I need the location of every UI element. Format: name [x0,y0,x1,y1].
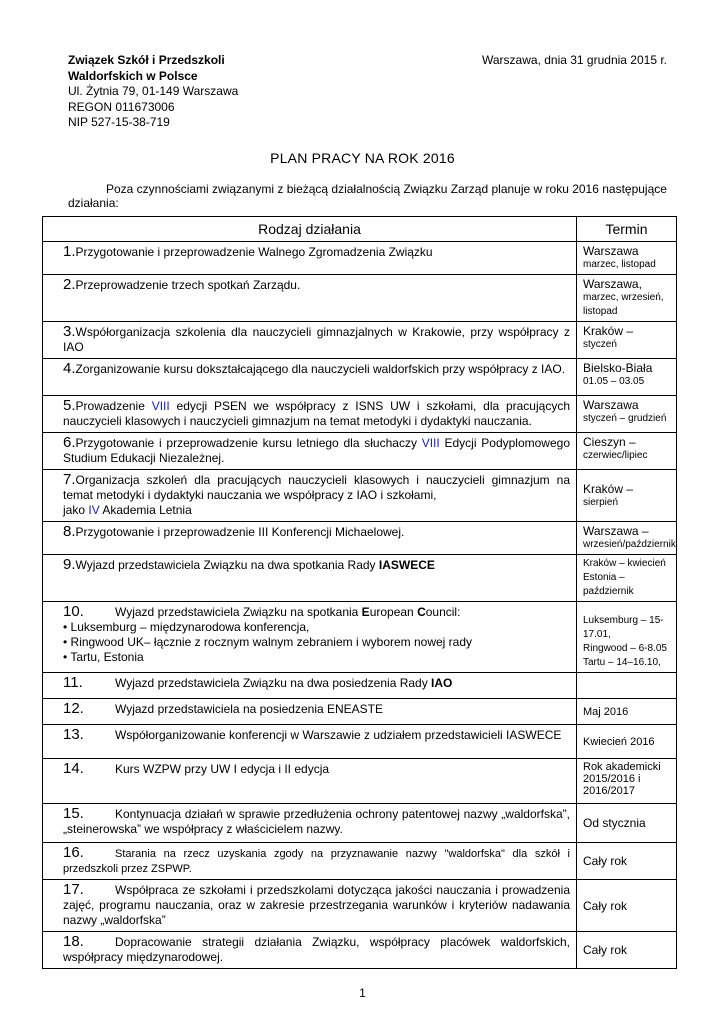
row-number: 10. [63,603,84,620]
term-date: listopad [583,306,618,317]
term-place: Bielsko-Biała [583,361,653,375]
table-row [43,932,677,969]
table-row [43,699,677,725]
activity-cell [43,555,577,602]
table-row [43,602,677,673]
activity-text: Współorganizowanie konferencji w Warszawie z udziałem przedstawicieli IASWECE [115,728,562,742]
row-number: 5. [63,397,76,414]
activity-cell [43,880,577,932]
activity-cell [43,725,577,759]
council-acronym: IASWECE [378,558,435,572]
edition-numeral: VIII [421,436,440,450]
table-header-row [43,217,677,242]
council-acronym: IAO [431,676,453,690]
term-cell [577,699,677,725]
term-date: marzec, listopad [583,259,656,270]
term-cell [577,322,677,359]
table-row [43,804,677,843]
term-place: Kraków – [583,481,634,496]
org-name-line2: Waldorfskich w Polsce [68,68,198,83]
activity-cell [43,275,577,322]
term-cell [577,843,677,880]
term-cell [577,396,677,433]
table-row [43,359,677,396]
term-date: Kwiecień 2016 [583,735,655,748]
org-nip: NIP 527-15-38-719 [68,115,170,129]
edition-numeral: VIII [151,399,170,413]
row-number: 3. [63,323,76,340]
term-date: Tartu – 14–16.10, [583,657,661,668]
row-number: 4. [63,360,76,377]
activity-text: Kurs WZPW przy UW I edycja i II edycja [115,762,330,776]
activity-text: Wyjazd przedstawiciela Związku na spotkania [115,605,362,619]
row-number: 16. [63,844,84,861]
activity-cell [43,932,577,969]
activity-text: Starania na rzecz uzyskania zgody na przyznawanie nazwy "waldorfska" dla szkół i przedszkoli przez ZSPWP. [63,848,570,875]
term-cell [577,555,677,602]
activity-cell [43,699,577,725]
term-date: Kraków – kwiecień [583,558,666,569]
row-number: 1. [63,243,76,260]
activity-cell [43,470,577,522]
activity-text: Wyjazd przedstawiciela Związku na dwa posiedzenia Rady [115,676,432,690]
term-date: Cały rok [583,854,628,868]
term-date: marzec, wrzesień, [583,292,664,303]
work-plan-table [42,216,677,969]
term-date: Luksemburg – 15-17.01, [583,615,664,640]
row-number: 18. [63,933,84,950]
table-row [43,880,677,932]
list-item: • Luksemburg – międzynarodowa konferencja, [63,620,310,634]
activity-text: uropean [369,605,418,619]
term-cell [577,522,677,555]
term-date: styczeń [583,339,617,350]
table-row [43,843,677,880]
activity-text: ouncil: [425,605,461,619]
activity-text: Organizacja szkoleń dla pracujących nauczycieli klasowych i nauczycieli gimnazjum na temat metodyki i dydaktyki nauczania we współpracy z IAO i szkołami, [63,473,570,502]
org-address: Ul. Żytnia 79, 01-149 Warszawa [68,84,239,98]
term-place: Cieszyn – [583,435,636,449]
term-cell [577,880,677,932]
row-number: 8. [63,523,76,540]
table-row [43,673,677,699]
term-date: Cały rok [583,943,628,957]
term-date: Estonia – październik [583,572,634,597]
term-cell [577,804,677,843]
activity-text: Przygotowanie i przeprowadzenie Walnego Zgromadzenia Związku [75,245,433,259]
org-regon: REGON 011673006 [68,99,175,114]
activity-text: Edycji Podyplomowego Studium Edukacji Niezależnej. [63,436,570,465]
activity-text: jako [63,503,89,517]
term-cell [577,470,677,522]
activity-text: Akademia Letnia [99,503,192,517]
row-number: 13. [63,726,84,743]
term-place: Warszawa – [583,524,649,538]
highlight-letter: E [361,605,370,619]
table-row [43,396,677,433]
activity-text: Kontynuacja działań w sprawie przedłużenia ochrony patentowej nazwy „waldorfska”, „steinerowska” we współpracy z właścicielem nazwy. [63,807,570,836]
table-row [43,725,677,759]
activity-text: Prowadzenie [75,399,152,413]
term-cell [577,673,677,699]
activity-cell [43,396,577,433]
activity-cell [43,522,577,555]
term-place: Warszawa [583,398,639,412]
intro-paragraph [68,182,668,210]
row-number: 11. [63,674,83,691]
activity-text: Zorganizowanie kursu dokształcającego dla nauczycieli waldorfskich przy współpracy z IAO. [75,362,566,376]
table-row [43,470,677,522]
page-title: PLAN PRACY NA ROK 2016 [270,150,455,166]
table-row [43,759,677,804]
activity-text: Przeprowadzenie trzech spotkań Zarządu. [75,278,301,292]
activity-cell [43,433,577,470]
table-row [43,242,677,275]
row-number: 17. [63,881,84,898]
term-date: Rok akademicki [583,761,661,773]
term-date: Od stycznia [583,816,646,830]
term-date: styczeń – grudzień [583,413,667,424]
activity-text: Wyjazd przedstawiciela Związku na dwa spotkania Rady [75,558,379,572]
term-date: Maj 2016 [583,705,629,718]
row-number: 9. [63,556,76,573]
activity-cell [43,359,577,396]
page-number: 1 [359,986,366,1000]
term-cell [577,932,677,969]
term-date: Ringwood – 6-8.05 [583,643,667,654]
activity-text: Przygotowanie i przeprowadzenie III Konferencji Michaelowej. [75,525,405,539]
row-number: 6. [63,434,76,451]
document-date: Warszawa, dnia 31 grudnia 2015 r. [482,53,667,67]
activity-cell [43,322,577,359]
activity-cell [43,759,577,804]
term-date: sierpień [583,496,619,508]
list-item: • Tartu, Estonia [63,650,144,664]
term-cell [577,275,677,322]
table-row [43,275,677,322]
row-number: 7. [63,471,76,488]
activity-text: Przygotowanie i przeprowadzenie kursu letniego dla słuchaczy [75,436,422,450]
edition-numeral: IV [88,503,100,517]
row-number: 12. [63,700,84,717]
activity-cell [43,843,577,880]
activity-text: edycji PSEN we współpracy z ISNS UW i szkołami, dla pracujących nauczycieli klasowych i nauczycieli gimnazjum na temat metodyki i dydaktyki nauczania. [63,399,570,428]
table-row [43,555,677,602]
term-date: czerwiec/lipiec [583,450,648,461]
term-date: Cały rok [583,898,628,913]
activity-cell [43,673,577,699]
activity-text: Współorganizacja szkolenia dla nauczycieli gimnazjalnych w Krakowie, przy współpracy z IAO [63,325,570,354]
term-cell [577,725,677,759]
term-date: 2016/2017 [583,785,635,797]
term-date: 2015/2016 i [583,773,641,785]
term-place: Warszawa, [583,277,642,291]
row-number: 15. [63,805,84,822]
row-number: 14. [63,760,84,777]
term-date: 01.05 – 03.05 [583,376,645,387]
org-name-line1: Związek Szkół i Przedszkoli [68,53,225,67]
term-place: Kraków – [583,324,634,338]
term-place: Warszawa [583,244,639,258]
list-item: • Ringwood UK– łącznie z rocznym walnym zebraniem i wyborem nowej rady [63,635,473,649]
activity-text: Współpraca ze szkołami i przedszkolami dotycząca jakości nauczania i prowadzenia zajęć, programu nauczania, oraz w zakresie przestrzegania warunków i kryteriów nadawania nazwy „waldorfska” [63,883,570,927]
activity-cell [43,602,577,673]
highlight-letter: C [417,605,426,619]
term-cell [577,433,677,470]
row-number: 2. [63,276,76,293]
term-cell [577,602,677,673]
term-cell [577,242,677,275]
term-cell [577,359,677,396]
header-term: Termin [577,217,677,242]
header-activity: Rodzaj działania [43,217,577,242]
organization-header [68,53,238,131]
term-date: wrzesień/październik [583,539,676,550]
activity-text: Wyjazd przedstawiciela na posiedzenia ENEASTE [115,702,384,716]
activity-cell [43,242,577,275]
term-cell [577,759,677,804]
table-row [43,433,677,470]
activity-text: Dopracowanie strategii działania Związku, współpracy placówek waldorfskich, współpracy międzynarodowej. [63,935,570,964]
table-row [43,322,677,359]
intro-text: Poza czynnościami związanymi z bieżącą działalnością Związku Zarząd planuje w roku 2016 następujące działania: [68,182,667,210]
activity-cell [43,804,577,843]
table-row [43,522,677,555]
